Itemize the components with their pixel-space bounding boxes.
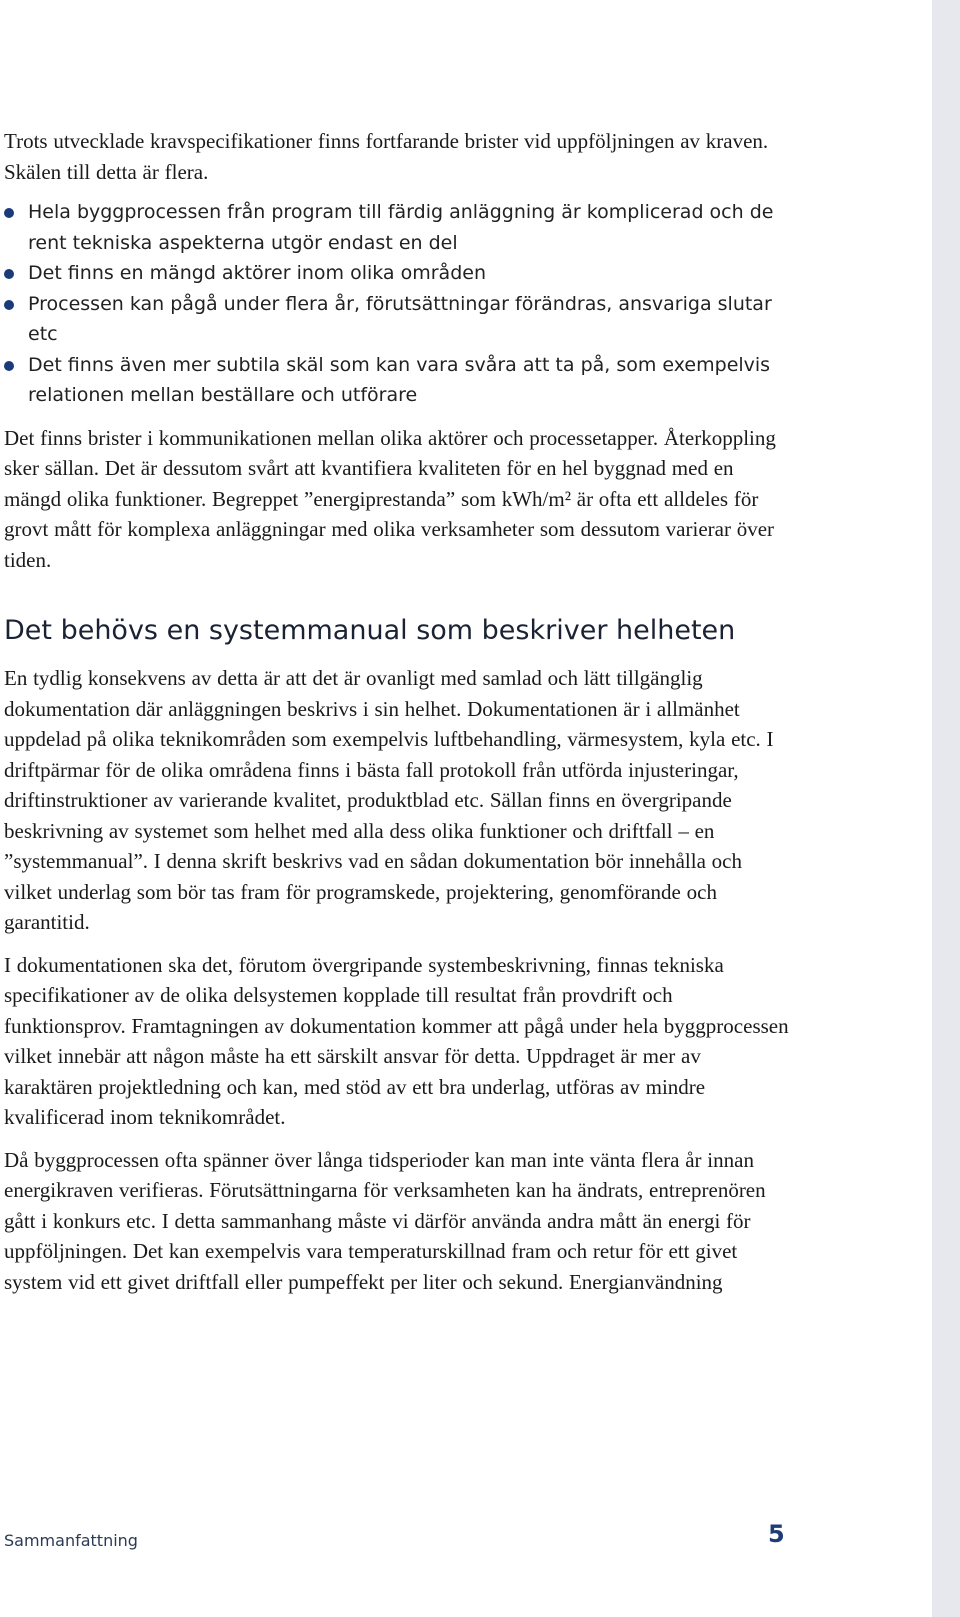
page-number: 5 [768, 1520, 785, 1548]
communication-paragraph: Det finns brister i kommunikationen mellan olika aktörer och processetapper. Återkoppling sker sällan. Det är dessutom svårt att kvantifiera kvaliteten för en hel byggnad med en mängd olika funktioner. Begreppet ”energiprestanda” som kWh/m² är ofta ett alldeles för grovt mått för komplexa anläggningar med olika verksamheter som dessutom varierar över tiden. [4, 425, 776, 572]
intro-paragraph: Trots utvecklade kravspecifikationer finns fortfarande brister vid uppföljningen av kraven. Skälen till detta är flera. [4, 129, 769, 184]
section-heading: Det behövs en systemmanual som beskriver helheten [4, 615, 736, 646]
list-item-text: Det finns en mängd aktörer inom olika områden [28, 262, 486, 284]
list-item [4, 350, 794, 411]
page-edge-strip [932, 0, 960, 1617]
section-paragraph: Då byggprocessen ofta spänner över långa tidsperioder kan man inte vänta flera år innan energikraven verifieras. Förutsättningarna för verksamheten kan ha ändrats, entreprenören gått i konkurs etc. I detta sammanhang måste vi därför använda andra mått än energi för uppföljningen. Det kan exempelvis vara temperaturskillnad fram och retur för ett givet system vid ett givet driftfall eller pumpeffekt per liter och sekund. Energianvändning [4, 1147, 766, 1294]
bullet-dot-icon [4, 208, 14, 218]
bullet-list [4, 197, 794, 411]
list-item [4, 197, 794, 258]
list-item-text: Processen kan pågå under flera år, förutsättningar förändras, ansvariga slutar etc [28, 292, 772, 345]
section-paragraph: I dokumentationen ska det, förutom övergripande systembeskrivning, finnas tekniska specifikationer av de olika delsystemen kopplade till resultat från provdrift och funktionsprov. Framtagningen av dokumentation kommer att pågå under hela byggprocessen vilket innebär att någon måste ha ett särskilt ansvar för detta. Uppdraget är mer av karaktären projektledning och kan, med stöd av ett bra underlag, utföras av mindre kvalificerad inom teknikområdet. [4, 952, 789, 1129]
document-body [4, 126, 794, 1297]
footer-section-label: Sammanfattning [4, 1531, 138, 1550]
list-item [4, 289, 794, 350]
bullet-dot-icon [4, 300, 14, 310]
list-item-text: Det finns även mer subtila skäl som kan vara svåra att ta på, som exempelvis relationen mellan beställare och utförare [28, 353, 771, 406]
section-paragraph: En tydlig konsekvens av detta är att det är ovanligt med samlad och lätt tillgänglig dokumentation där anläggningen beskrivs i sin helhet. Dokumentationen är i allmänhet uppdelad på olika teknikområden som exempelvis luftbehandling, värmesystem, kyla etc. I driftpärmar för de olika områdena finns i bästa fall protokoll från utförda injusteringar, driftinstruktioner av varierande kvalitet, produktblad etc. Sällan finns en övergripande beskrivning av systemet som helhet med alla dess olika funktioner och driftfall – en ”systemmanual”. I denna skrift beskrivs vad en sådan dokumentation bör innehålla och vilket underlag som bör tas fram för programskede, projektering, genomförande och garantitid. [4, 666, 774, 934]
bullet-dot-icon [4, 361, 14, 371]
list-item [4, 258, 794, 289]
bullet-dot-icon [4, 269, 14, 279]
list-item-text: Hela byggprocessen från program till färdig anläggning är komplicerad och de rent tekniska aspekterna utgör endast en del [28, 201, 774, 254]
